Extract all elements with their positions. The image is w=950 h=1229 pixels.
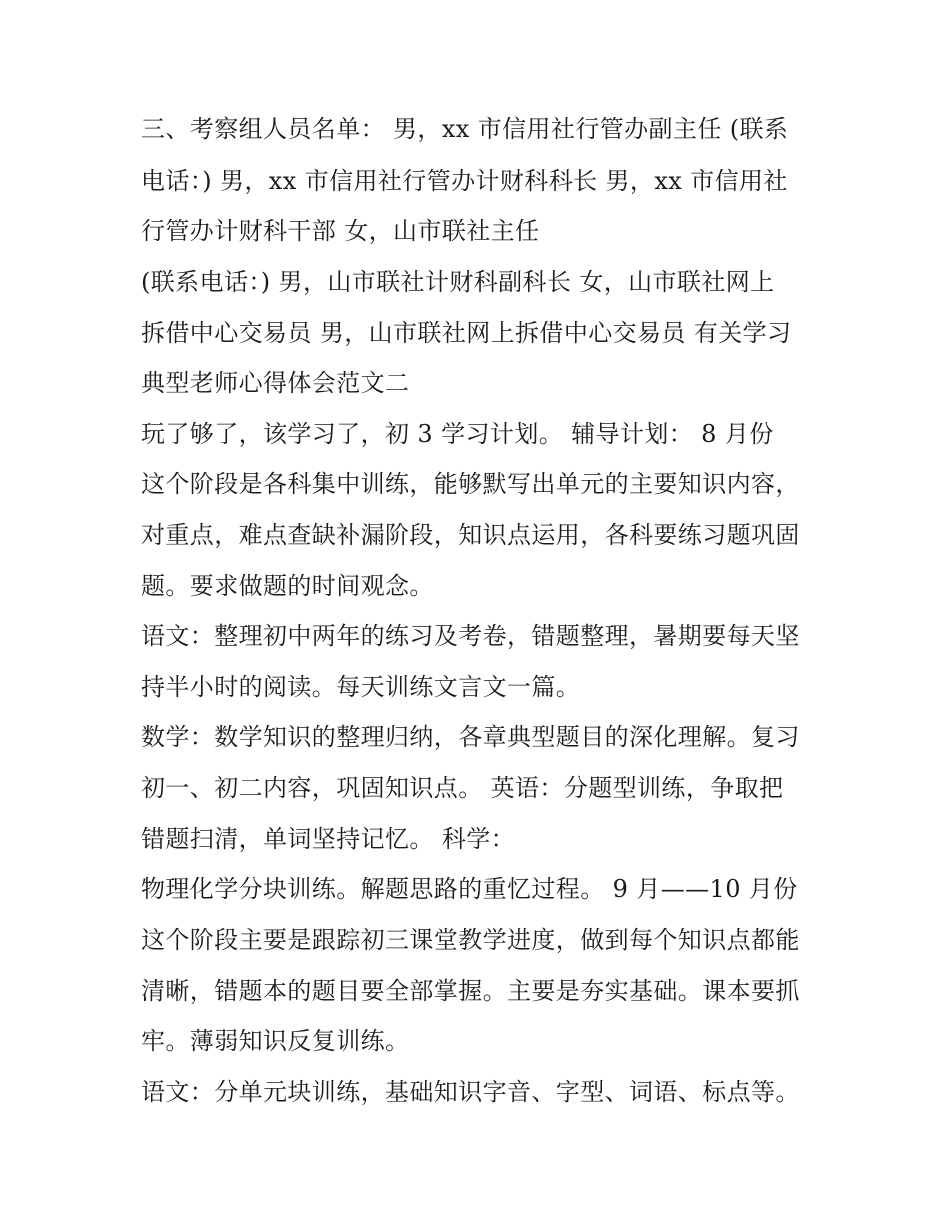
text-line: 持半小时的阅读。每天训练文言文一篇。: [141, 673, 581, 701]
text-line: 对重点，难点查缺补漏阶段，知识点运用，各科要练习题巩固: [141, 521, 800, 549]
text-line: 语文：分单元块训练，基础知识字音、字型、词语、标点等。: [141, 1078, 800, 1106]
text-line: 物理化学分块训练。解题思路的重忆过程。 9 月——10 月份: [141, 875, 798, 903]
text-line: 典型老师心得体会范文二: [141, 369, 410, 397]
text-line: 玩了够了，该学习了，初 3 学习计划。 辅导计划： 8 月份: [141, 420, 774, 448]
text-line: 清晰，错题本的题目要全部掌握。主要是夯实基础。课本要抓: [141, 977, 800, 1005]
text-line: 拆借中心交易员 男，山市联社网上拆借中心交易员 有关学习: [141, 319, 792, 347]
text-line: 牢。薄弱知识反复训练。: [141, 1027, 410, 1055]
text-line: 行管办计财科干部 女，山市联社主任: [141, 217, 540, 245]
text-line: 三、考察组人员名单： 男，xx 市信用社行管办副主任 (联系: [141, 115, 789, 143]
text-line: 错题扫清，单词坚持记忆。 科学：: [141, 825, 516, 853]
text-line: 数学：数学知识的整理归纳，各章典型题目的深化理解。复习: [141, 723, 800, 751]
text-line: 这个阶段是各科集中训练，能够默写出单元的主要知识内容，: [141, 470, 800, 498]
text-line: (联系电话：) 男，山市联社计财科副科长 女，山市联社网上: [141, 268, 775, 296]
text-line: 语文：整理初中两年的练习及考卷，错题整理，暑期要每天坚: [141, 622, 800, 650]
text-line: 这个阶段主要是跟踪初三课堂教学进度，做到每个知识点都能: [141, 926, 800, 954]
text-line: 题。要求做题的时间观念。: [141, 572, 434, 600]
text-line: 电话：) 男，xx 市信用社行管办计财科科长 男，xx 市信用社: [141, 167, 788, 195]
text-line: 初一、初二内容，巩固知识点。 英语：分题型训练，争取把: [141, 774, 784, 802]
